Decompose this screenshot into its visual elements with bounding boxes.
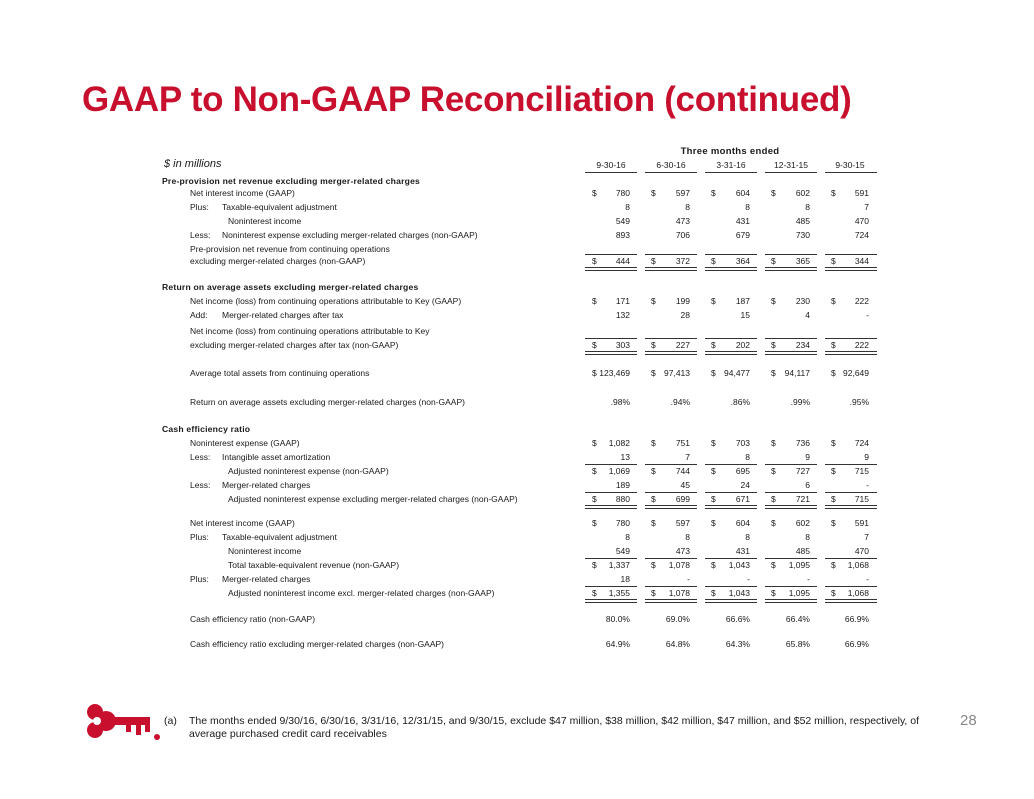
currency-symbol: $	[831, 560, 836, 570]
units-label: $ in millions	[164, 158, 222, 170]
cell-value: 473	[675, 546, 690, 556]
footnote-mark: (a)	[164, 715, 177, 727]
row-label: excluding merger-related charges after tax (non-GAAP)	[190, 340, 399, 350]
cell-value: 1,043	[728, 588, 750, 598]
section-heading: Pre-provision net revenue excluding merger-related charges	[162, 176, 421, 186]
cell-value: -	[747, 574, 750, 584]
currency-symbol: $	[711, 560, 716, 570]
table-row	[0, 574, 1034, 588]
subtotal-rule-line	[585, 254, 637, 255]
cell-value: 695	[735, 466, 750, 476]
cell-value: 28	[680, 310, 690, 320]
row-label: Adjusted noninterest expense excluding merger-related charges (non-GAAP)	[228, 494, 518, 504]
cell-value: -	[866, 480, 869, 490]
currency-symbol: $	[592, 256, 597, 266]
currency-symbol: $	[592, 438, 597, 448]
cell-value: -	[866, 310, 869, 320]
row-label: Adjusted noninterest income excl. merger-related charges (non-GAAP)	[228, 588, 495, 598]
currency-symbol: $	[831, 588, 836, 598]
currency-symbol: $	[592, 340, 597, 350]
cell-value: 431	[735, 216, 750, 226]
cell-value: 189	[615, 480, 630, 490]
currency-symbol: $	[771, 256, 776, 266]
cell-value: 364	[735, 256, 750, 266]
row-prefix: Plus:	[190, 532, 209, 542]
table-row	[0, 452, 1034, 466]
table-row	[0, 188, 1034, 202]
cell-value: 45	[680, 480, 690, 490]
cell-value: 444	[615, 256, 630, 266]
currency-symbol: $	[771, 518, 776, 528]
cell-value: 1,095	[788, 588, 810, 598]
table-row	[0, 424, 1034, 438]
cell-value: .86%	[730, 397, 750, 407]
table-row	[0, 532, 1034, 546]
table-row	[0, 216, 1034, 230]
cell-value: 8	[745, 452, 750, 462]
cell-value: 604	[735, 518, 750, 528]
cell-value: 13	[620, 452, 630, 462]
currency-symbol: $	[711, 296, 716, 306]
row-label: Cash efficiency ratio (non-GAAP)	[190, 614, 316, 624]
cell-value: 724	[854, 230, 869, 240]
column-header: 6-30-16	[656, 160, 686, 170]
cell-value: 9	[805, 452, 810, 462]
table-row	[0, 296, 1034, 310]
cell-value: 234	[795, 340, 810, 350]
row-label: Taxable-equivalent adjustment	[222, 532, 337, 542]
subtotal-rule	[0, 256, 1034, 270]
currency-symbol: $	[771, 588, 776, 598]
currency-symbol: $	[711, 494, 716, 504]
cell-value: 602	[795, 518, 810, 528]
subtotal-rule	[0, 560, 1034, 574]
currency-symbol: $	[651, 560, 656, 570]
subtotal-rule-line	[645, 492, 697, 493]
row-label: Noninterest income	[228, 546, 302, 556]
subtotal-rule	[0, 494, 1034, 508]
cell-value: 94,477	[724, 368, 750, 378]
cell-value: 1,068	[847, 560, 869, 570]
cell-value: 4	[805, 310, 810, 320]
subtotal-rule-line	[825, 464, 877, 465]
row-prefix: Less:	[190, 230, 211, 240]
cell-value: 736	[795, 438, 810, 448]
subtotal-rule-line	[705, 558, 757, 559]
currency-symbol: $	[592, 560, 597, 570]
row-label: Merger-related charges	[222, 574, 311, 584]
table-row	[0, 614, 1034, 628]
currency-symbol: $	[831, 296, 836, 306]
currency-symbol: $	[592, 296, 597, 306]
currency-symbol: $	[831, 494, 836, 504]
currency-symbol: $	[592, 494, 597, 504]
row-label: excluding merger-related charges (non-GAAP)	[190, 256, 366, 266]
currency-symbol: $	[711, 340, 716, 350]
currency-symbol: $	[711, 368, 716, 378]
cell-value: 227	[675, 340, 690, 350]
cell-value: 80.0%	[605, 614, 630, 624]
currency-symbol: $	[651, 256, 656, 266]
subtotal-rule-line	[645, 558, 697, 559]
cell-value: 1,043	[728, 560, 750, 570]
cell-value: 699	[675, 494, 690, 504]
subtotal-rule-line	[705, 338, 757, 339]
cell-value: 703	[735, 438, 750, 448]
cell-value: 66.9%	[844, 614, 869, 624]
subtotal-rule-line	[765, 464, 817, 465]
cell-value: 8	[805, 532, 810, 542]
cell-value: 780	[615, 518, 630, 528]
currency-symbol: $	[711, 518, 716, 528]
cell-value: 8	[685, 202, 690, 212]
cell-value: 431	[735, 546, 750, 556]
cell-value: 880	[615, 494, 630, 504]
cell-value: 222	[854, 340, 869, 350]
subtotal-rule-line	[645, 254, 697, 255]
cell-value: 591	[854, 188, 869, 198]
cell-value: .95%	[849, 397, 869, 407]
table-row	[0, 518, 1034, 532]
section-heading: Return on average assets excluding merger-related charges	[162, 282, 419, 292]
row-label: Return on average assets excluding merger-related charges (non-GAAP)	[190, 397, 465, 407]
row-prefix: Less:	[190, 452, 211, 462]
currency-symbol: $	[771, 368, 776, 378]
cell-value: .98%	[610, 397, 630, 407]
page-title: GAAP to Non-GAAP Reconciliation (continued)	[82, 80, 852, 119]
table-row	[0, 230, 1034, 244]
row-label: Pre-provision net revenue from continuing operations	[190, 244, 390, 254]
subtotal-rule-line	[645, 464, 697, 465]
currency-symbol: $	[771, 340, 776, 350]
currency-symbol: $	[592, 518, 597, 528]
currency-symbol: $	[651, 466, 656, 476]
footnote: The months ended 9/30/16, 6/30/16, 3/31/16, 12/31/15, and 9/30/15, exclude $47 million, $38 million, $42 million, $47 million, and $52 million, respectively, of average purchased credit card receivables	[189, 715, 920, 740]
row-label: Average total assets from continuing operations	[190, 368, 370, 378]
cell-value: 715	[854, 494, 869, 504]
cell-value: 132	[615, 310, 630, 320]
key-logo-icon	[84, 701, 164, 741]
cell-value: 230	[795, 296, 810, 306]
cell-value: 64.8%	[665, 639, 690, 649]
table-row	[0, 438, 1034, 452]
row-label: Cash efficiency ratio excluding merger-related charges (non-GAAP)	[190, 639, 445, 649]
cell-value: 7	[685, 452, 690, 462]
cell-value: 470	[854, 546, 869, 556]
currency-symbol: $	[651, 296, 656, 306]
cell-value: 724	[854, 438, 869, 448]
row-prefix: Plus:	[190, 202, 209, 212]
cell-value: 202	[735, 340, 750, 350]
cell-value: 7	[864, 532, 869, 542]
cell-value: 1,068	[847, 588, 869, 598]
header-rule	[825, 172, 877, 173]
currency-symbol: $	[831, 188, 836, 198]
table-row	[0, 639, 1034, 653]
cell-value: 1,337	[608, 560, 630, 570]
row-label: Merger-related charges after tax	[222, 310, 344, 320]
subtotal-rule-line	[765, 586, 817, 587]
cell-value: 18	[620, 574, 630, 584]
cell-value: -	[687, 574, 690, 584]
row-label: Noninterest income	[228, 216, 302, 226]
cell-value: 1,078	[668, 588, 690, 598]
cell-value: 187	[735, 296, 750, 306]
subtotal-rule-line	[765, 558, 817, 559]
cell-value: 372	[675, 256, 690, 266]
row-label: Total taxable-equivalent revenue (non-GAAP)	[228, 560, 400, 570]
cell-value: 1,069	[608, 466, 630, 476]
cell-value: 721	[795, 494, 810, 504]
subtotal-rule-line	[585, 558, 637, 559]
subtotal-rule-line	[765, 254, 817, 255]
cell-value: 15	[740, 310, 750, 320]
cell-value: 751	[675, 438, 690, 448]
table-row	[0, 326, 1034, 340]
cell-value: 597	[675, 188, 690, 198]
row-label: Taxable-equivalent adjustment	[222, 202, 337, 212]
cell-value: 64.9%	[605, 639, 630, 649]
subtotal-rule-line	[765, 338, 817, 339]
currency-symbol: $	[592, 588, 597, 598]
period-header: Three months ended	[680, 146, 780, 157]
cell-value: 473	[675, 216, 690, 226]
cell-value: 1,078	[668, 560, 690, 570]
currency-symbol: $	[831, 368, 836, 378]
cell-value: 65.8%	[785, 639, 810, 649]
subtotal-rule	[0, 588, 1034, 602]
cell-value: 730	[795, 230, 810, 240]
currency-symbol: $	[771, 296, 776, 306]
cell-value: 549	[615, 546, 630, 556]
header-rule	[765, 172, 817, 173]
currency-symbol: $	[831, 438, 836, 448]
currency-symbol: $	[592, 466, 597, 476]
currency-symbol: $	[771, 494, 776, 504]
cell-value: 123,469	[599, 368, 630, 378]
column-header: 9-30-16	[596, 160, 626, 170]
currency-symbol: $	[651, 438, 656, 448]
cell-value: 8	[685, 532, 690, 542]
table-row	[0, 282, 1034, 296]
currency-symbol: $	[711, 588, 716, 598]
row-label: Noninterest expense (GAAP)	[190, 438, 300, 448]
currency-symbol: $	[711, 466, 716, 476]
cell-value: 8	[625, 202, 630, 212]
cell-value: 69.0%	[665, 614, 690, 624]
subtotal-rule	[0, 340, 1034, 354]
cell-value: .99%	[790, 397, 810, 407]
currency-symbol: $	[831, 518, 836, 528]
subtotal-rule-line	[705, 464, 757, 465]
subtotal-rule-line	[705, 586, 757, 587]
table-row	[0, 310, 1034, 324]
currency-symbol: $	[651, 340, 656, 350]
cell-value: -	[866, 574, 869, 584]
cell-value: 706	[675, 230, 690, 240]
cell-value: 715	[854, 466, 869, 476]
cell-value: 8	[745, 532, 750, 542]
column-header: 9-30-15	[835, 160, 865, 170]
currency-symbol: $	[592, 368, 597, 378]
section-heading: Cash efficiency ratio	[162, 424, 251, 434]
currency-symbol: $	[831, 340, 836, 350]
cell-value: 679	[735, 230, 750, 240]
currency-symbol: $	[831, 466, 836, 476]
currency-symbol: $	[771, 438, 776, 448]
cell-value: 92,649	[843, 368, 869, 378]
cell-value: 365	[795, 256, 810, 266]
subtotal-rule-line	[825, 254, 877, 255]
cell-value: 549	[615, 216, 630, 226]
cell-value: 8	[625, 532, 630, 542]
subtotal-rule-line	[825, 492, 877, 493]
cell-value: 485	[795, 216, 810, 226]
subtotal-rule-line	[705, 492, 757, 493]
subtotal-rule-line	[825, 338, 877, 339]
cell-value: 171	[615, 296, 630, 306]
subtotal-rule	[0, 466, 1034, 480]
currency-symbol: $	[711, 188, 716, 198]
currency-symbol: $	[711, 256, 716, 266]
currency-symbol: $	[651, 188, 656, 198]
cell-value: 591	[854, 518, 869, 528]
cell-value: 8	[745, 202, 750, 212]
cell-value: .94%	[670, 397, 690, 407]
cell-value: 893	[615, 230, 630, 240]
cell-value: 671	[735, 494, 750, 504]
column-header: 12-31-15	[773, 160, 809, 170]
cell-value: 66.6%	[725, 614, 750, 624]
row-prefix: Add:	[190, 310, 208, 320]
cell-value: 8	[805, 202, 810, 212]
cell-value: 485	[795, 546, 810, 556]
cell-value: 604	[735, 188, 750, 198]
row-label: Net interest income (GAAP)	[190, 188, 295, 198]
currency-symbol: $	[771, 188, 776, 198]
cell-value: 344	[854, 256, 869, 266]
header-rule	[705, 172, 757, 173]
cell-value: 6	[805, 480, 810, 490]
currency-symbol: $	[711, 438, 716, 448]
cell-value: 199	[675, 296, 690, 306]
cell-value: 1,355	[608, 588, 630, 598]
row-prefix: Plus:	[190, 574, 209, 584]
cell-value: 94,117	[784, 368, 810, 378]
cell-value: -	[807, 574, 810, 584]
subtotal-rule-line	[585, 492, 637, 493]
table-row	[0, 480, 1034, 494]
subtotal-rule-line	[585, 464, 637, 465]
cell-value: 1,095	[788, 560, 810, 570]
row-label: Merger-related charges	[222, 480, 311, 490]
row-label: Intangible asset amortization	[222, 452, 331, 462]
cell-value: 780	[615, 188, 630, 198]
row-label: Net income (loss) from continuing operations attributable to Key	[190, 326, 430, 336]
table-row	[0, 202, 1034, 216]
row-prefix: Less:	[190, 480, 211, 490]
currency-symbol: $	[651, 368, 656, 378]
subtotal-rule-line	[645, 586, 697, 587]
currency-symbol: $	[651, 518, 656, 528]
column-header: 3-31-16	[716, 160, 746, 170]
cell-value: 602	[795, 188, 810, 198]
cell-value: 7	[864, 202, 869, 212]
cell-value: 727	[795, 466, 810, 476]
cell-value: 66.9%	[844, 639, 869, 649]
row-label: Noninterest expense excluding merger-related charges (non-GAAP)	[222, 230, 478, 240]
subtotal-rule-line	[585, 586, 637, 587]
cell-value: 1,082	[608, 438, 630, 448]
row-label: Net income (loss) from continuing operations attributable to Key (GAAP)	[190, 296, 462, 306]
table-row	[0, 368, 1034, 382]
subtotal-rule-line	[585, 338, 637, 339]
cell-value: 24	[740, 480, 750, 490]
cell-value: 64.3%	[725, 639, 750, 649]
subtotal-rule-line	[825, 586, 877, 587]
table-row	[0, 546, 1034, 560]
cell-value: 9	[864, 452, 869, 462]
currency-symbol: $	[771, 466, 776, 476]
cell-value: 97,413	[664, 368, 690, 378]
cell-value: 597	[675, 518, 690, 528]
page-number: 28	[960, 712, 977, 729]
subtotal-rule-line	[765, 492, 817, 493]
cell-value: 303	[615, 340, 630, 350]
row-label: Net interest income (GAAP)	[190, 518, 295, 528]
header-rule	[585, 172, 637, 173]
subtotal-rule-line	[705, 254, 757, 255]
cell-value: 744	[675, 466, 690, 476]
header-rule	[645, 172, 697, 173]
cell-value: 66.4%	[785, 614, 810, 624]
currency-symbol: $	[651, 494, 656, 504]
currency-symbol: $	[831, 256, 836, 266]
currency-symbol: $	[771, 560, 776, 570]
subtotal-rule-line	[825, 558, 877, 559]
table-row	[0, 397, 1034, 411]
currency-symbol: $	[592, 188, 597, 198]
row-label: Adjusted noninterest expense (non-GAAP)	[228, 466, 389, 476]
currency-symbol: $	[651, 588, 656, 598]
cell-value: 470	[854, 216, 869, 226]
cell-value: 222	[854, 296, 869, 306]
subtotal-rule-line	[645, 338, 697, 339]
